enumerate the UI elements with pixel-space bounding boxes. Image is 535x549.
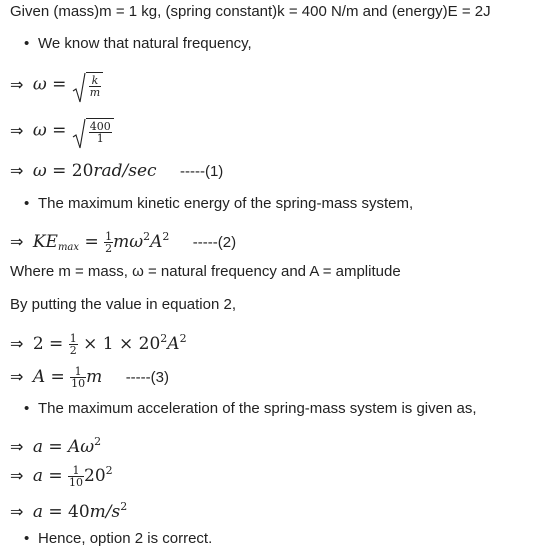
exponent-2: 2 (179, 332, 187, 345)
equation-kinetic-energy (10, 227, 236, 258)
equals-sign: = (48, 502, 63, 522)
ke-symbol: KE (32, 232, 58, 252)
a-omega: Aω (68, 437, 95, 457)
exponent-2: 2 (105, 464, 113, 477)
equation-tag-1: -----(1) (179, 163, 224, 180)
equation-acceleration-substituted (10, 461, 113, 488)
omega-symbol: ω (32, 74, 47, 95)
equation-acceleration-formula (10, 432, 101, 457)
acceleration-symbol: a (32, 466, 43, 486)
radical-sign-icon (72, 72, 86, 104)
equation-tag-3: -----(3) (125, 369, 169, 386)
fraction-400-over-1: $\frac{400}{1}$ (89, 120, 111, 145)
bullet-conclusion: • Hence, option 2 is correct. (38, 529, 212, 549)
bullet-natural-frequency: • We know that natural frequency, (38, 34, 252, 54)
amplitude-symbol: A (167, 334, 180, 354)
implies-arrow: ⇒ (10, 367, 24, 386)
fraction-one-tenth: $\frac{1}{10}$ (69, 464, 84, 489)
acceleration-symbol: a (32, 437, 43, 457)
exponent-2: 2 (162, 230, 170, 243)
exponent-2: 2 (120, 500, 128, 513)
exponent-2: 2 (143, 230, 151, 243)
equals-sign: = (52, 120, 67, 141)
fraction-k-over-m: $\frac{k}{m}$ (89, 74, 101, 99)
equals-sign: = (52, 161, 67, 181)
fraction-one-tenth: $\frac{1}{10}$ (71, 365, 86, 390)
implies-arrow: ⇒ (10, 232, 24, 251)
bullet-max-kinetic-energy: • The maximum kinetic energy of the spring-mass system, (38, 194, 413, 214)
fraction-one-half: $\frac{1}{2}$ (69, 332, 77, 357)
given-statement: Given (mass)m = 1 kg, (spring constant)k = 400 N/m and (energy)E = 2J (10, 3, 491, 20)
exponent-2: 2 (160, 332, 168, 345)
omega-symbol: ω (32, 161, 47, 181)
value-20: 20 (71, 161, 94, 181)
definitions-text: Where m = mass, ω = natural frequency and A = amplitude (10, 263, 401, 280)
amplitude-symbol: A (32, 367, 46, 387)
equation-energy-substituted (10, 329, 187, 356)
equals-sign: = (48, 466, 63, 486)
equation-amplitude (10, 366, 169, 389)
unit-m-per-s: m/s (89, 502, 121, 522)
bullet-max-acceleration: • The maximum acceleration of the spring-mass system is given as, (38, 399, 477, 419)
equation-acceleration-result (10, 497, 127, 522)
equals-sign: = (52, 74, 67, 95)
m-omega: mω (113, 232, 144, 252)
value-20: 20 (84, 466, 106, 486)
value-20: 20 (138, 334, 161, 354)
subscript-max: max (57, 242, 80, 253)
equals-sign: = (50, 367, 65, 387)
unit-rad-sec: rad/sec (93, 161, 157, 181)
implies-arrow: ⇒ (10, 502, 24, 521)
equation-tag-2: -----(2) (192, 234, 237, 251)
square-root (72, 118, 114, 144)
fraction-one-half: $\frac{1}{2}$ (105, 230, 113, 255)
implies-arrow: ⇒ (10, 120, 24, 140)
implies-arrow: ⇒ (10, 334, 24, 353)
implies-arrow: ⇒ (10, 74, 24, 94)
omega-symbol: ω (32, 120, 47, 141)
equals-sign: = (49, 334, 64, 354)
acceleration-symbol: a (32, 502, 43, 522)
amplitude-symbol: A (150, 232, 163, 252)
radical-sign-icon (72, 118, 86, 150)
value-2: 2 (32, 334, 44, 354)
implies-arrow: ⇒ (10, 466, 24, 485)
equation-omega-result (10, 161, 223, 182)
exponent-2: 2 (94, 435, 102, 448)
value-40: 40 (68, 502, 90, 522)
equals-sign: = (84, 232, 99, 252)
unit-m: m (86, 367, 103, 387)
equation-omega-formula (10, 72, 103, 98)
implies-arrow: ⇒ (10, 161, 24, 180)
square-root (72, 72, 103, 98)
equals-sign: = (48, 437, 63, 457)
implies-arrow: ⇒ (10, 437, 24, 456)
times-one: × 1 × (83, 334, 134, 354)
substitution-text: By putting the value in equation 2, (10, 296, 236, 313)
equation-omega-substituted (10, 118, 114, 144)
